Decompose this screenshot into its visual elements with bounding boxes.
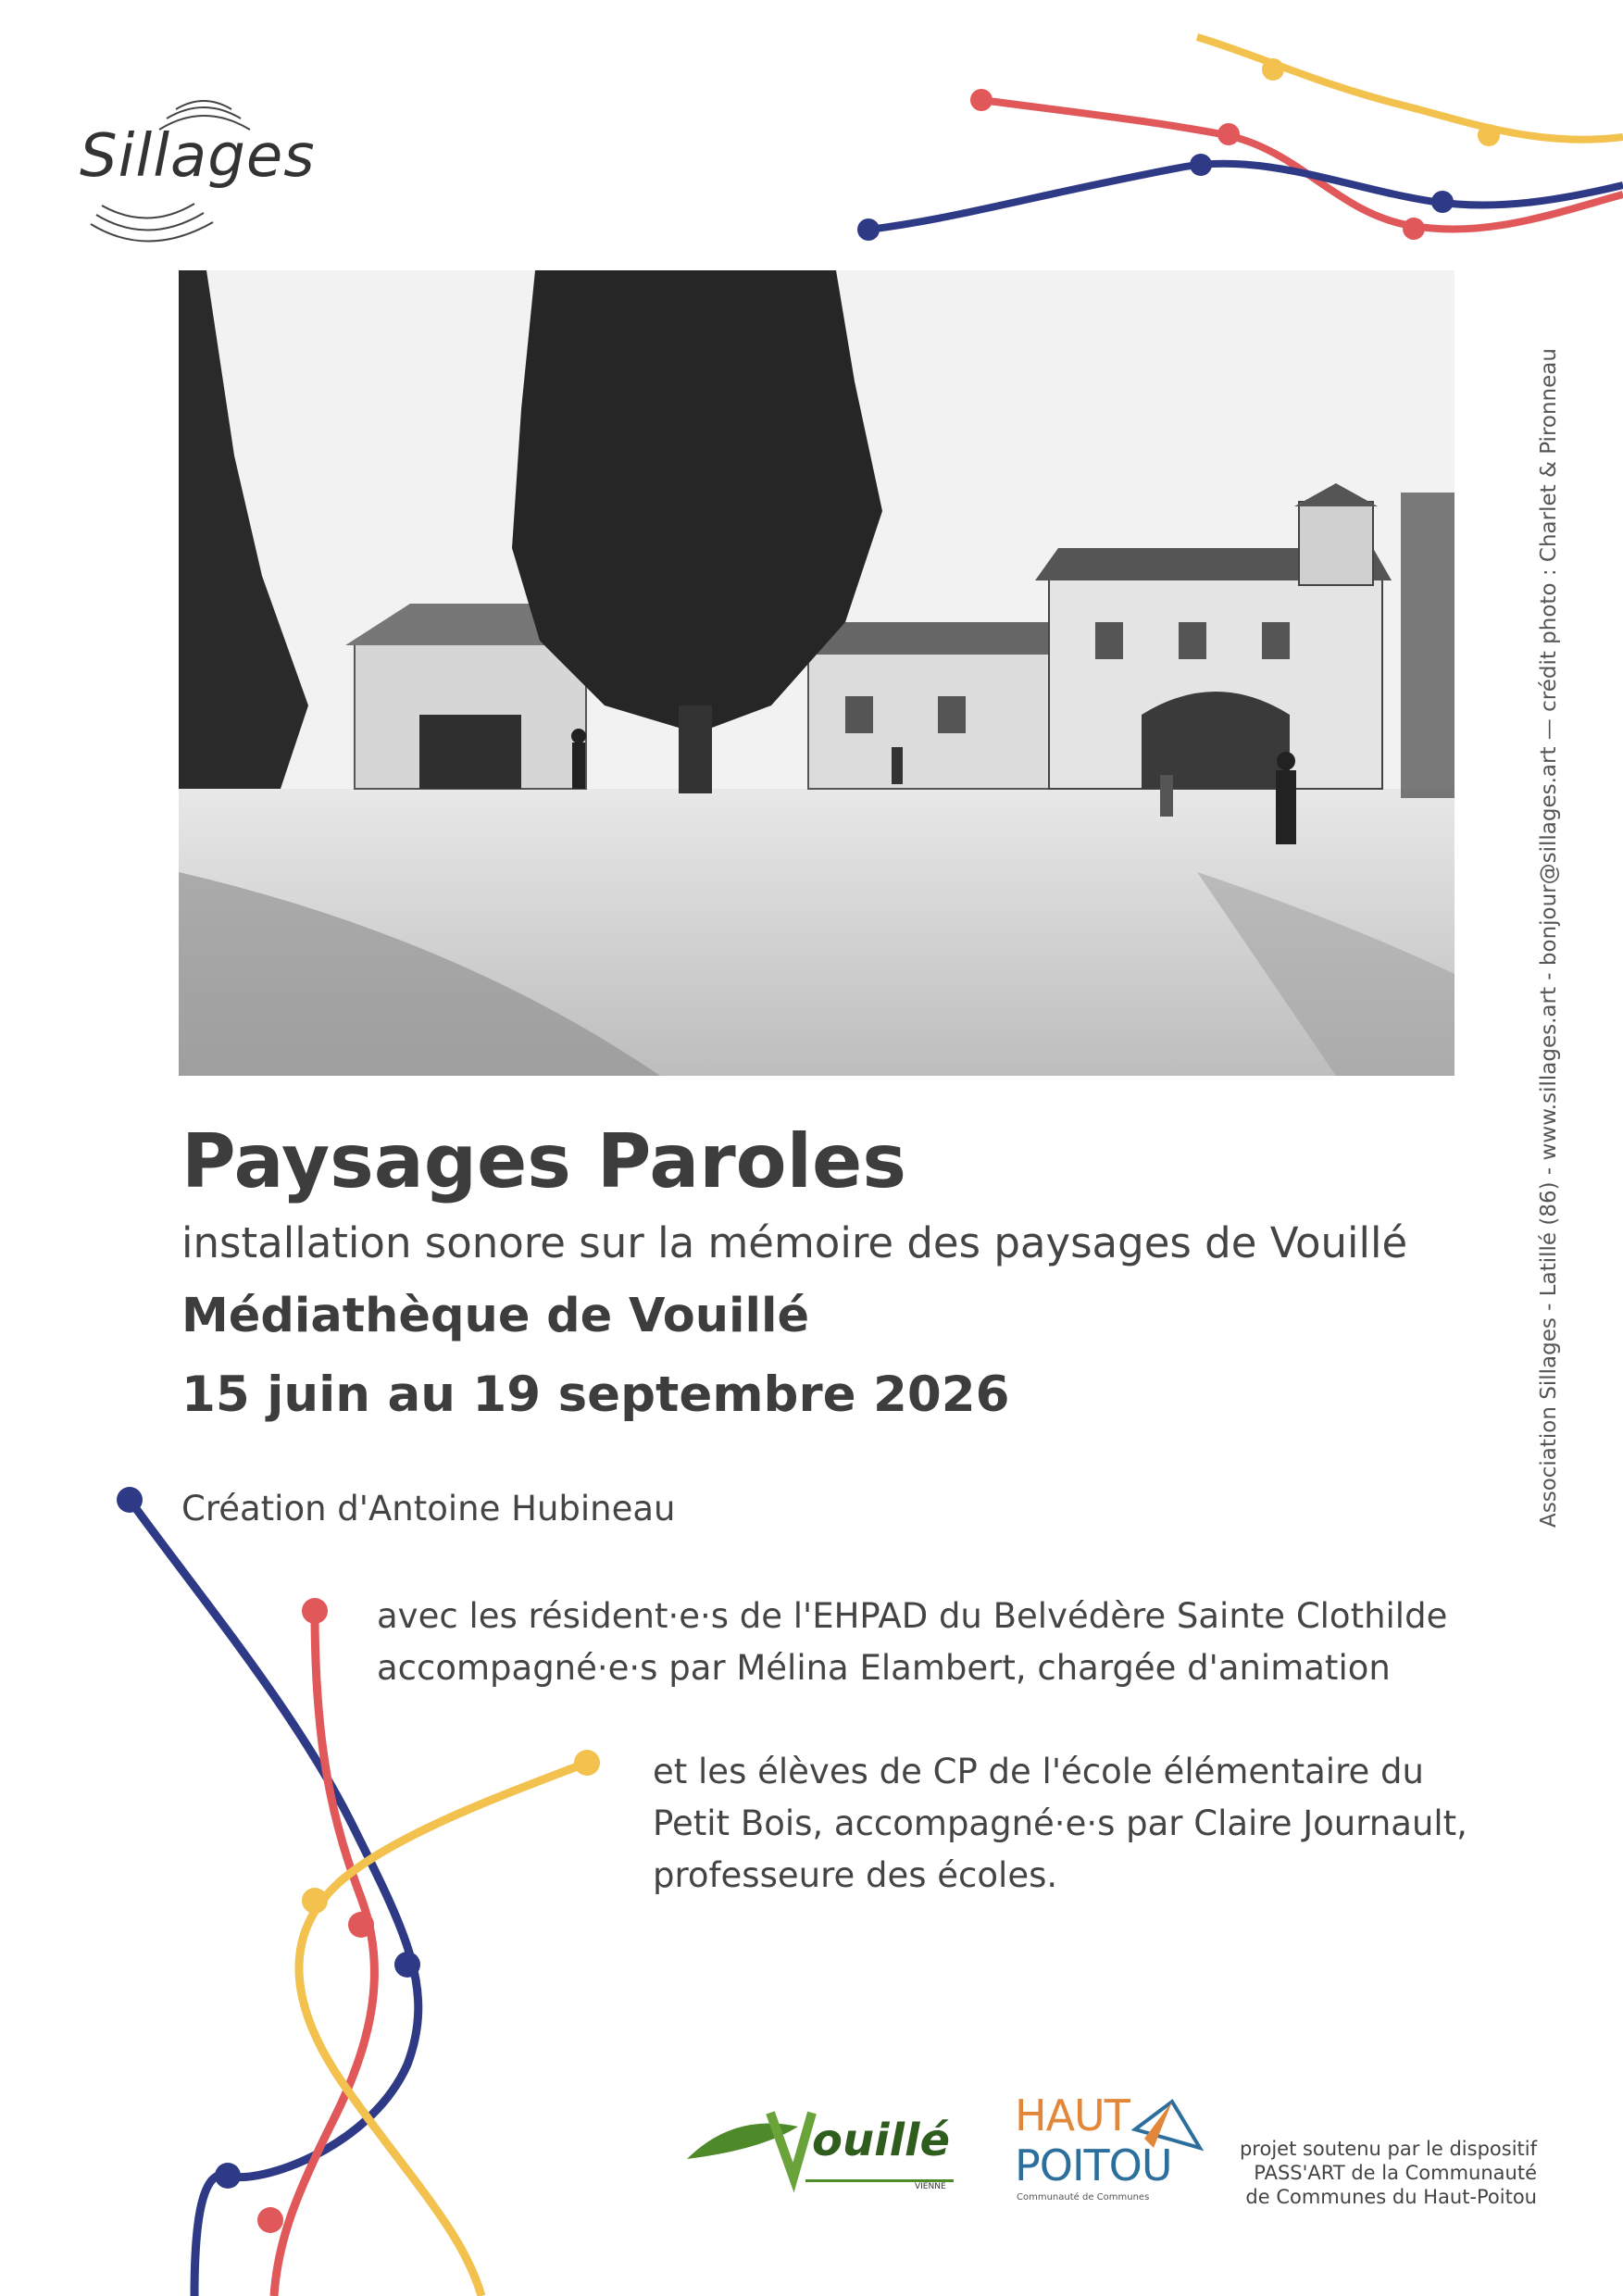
vouille-sub: VIENNE [915,2182,946,2191]
dot-yellow [1478,124,1500,146]
event-dates: 15 juin au 19 septembre 2026 [181,1366,1010,1423]
paragraph-line: accompagné·e·s par Mélina Elambert, chargée d'animation [377,1648,1391,1688]
decorative-lines-bottom [93,1472,648,2296]
dot-red [970,89,993,111]
dot-blue [215,2163,241,2189]
haut-label: HAUT [1015,2090,1130,2140]
dot-red [1217,123,1240,145]
decorative-lines-top [833,28,1623,259]
support-line: projet soutenu par le dispositif [1239,2138,1537,2160]
photo-credit: Association Sillages - Latillé (86) - www.sillages.art - bonjour@sillages.art — crédit photo : Charlet & Pironneau [1537,348,1561,1528]
support-line: de Communes du Haut-Poitou [1245,2186,1537,2208]
venue: Médiathèque de Vouillé [181,1289,810,1343]
haut-poitou-sub: Communauté de Communes [1017,2192,1150,2202]
sillages-logo [74,83,333,250]
haut-poitou-logo [1015,2083,1218,2222]
dot-blue [1190,154,1212,176]
dot-blue [394,1952,420,1978]
students-paragraph [653,1746,1467,1902]
paragraph-line: et les élèves de CP de l'école élémentaire du [653,1752,1424,1791]
poitou-label: POITOU [1015,2140,1172,2190]
logo-text: Sillages [80,122,316,191]
dot-red [257,2207,283,2233]
paragraph-line: avec les résident·e·s de l'EHPAD du Belvédère Sainte Clothilde [377,1596,1448,1636]
dot-blue [857,218,880,241]
subtitle: installation sonore sur la mémoire des paysages de Vouillé [181,1218,1408,1267]
vouille-name: ouillé [812,2115,951,2166]
paragraph-line: Petit Bois, accompagné·e·s par Claire Journault, [653,1803,1467,1843]
page-title: Paysages Paroles [181,1118,906,1204]
support-statement [1194,2137,1537,2209]
vouille-logo [687,2094,965,2196]
dot-blue [117,1487,143,1513]
historic-photo [179,270,1454,1076]
paragraph-line: professeure des écoles. [653,1855,1058,1895]
dot-red [302,1598,328,1624]
support-line: PASS'ART de la Communauté [1254,2162,1537,2184]
dot-blue [1431,191,1454,213]
dot-yellow [302,1888,328,1914]
creator-credit: Création d'Antoine Hubineau [181,1489,676,1529]
dot-red [348,1912,374,1938]
dot-yellow [574,1750,600,1776]
dot-yellow [1262,58,1284,81]
dot-red [1403,218,1425,240]
